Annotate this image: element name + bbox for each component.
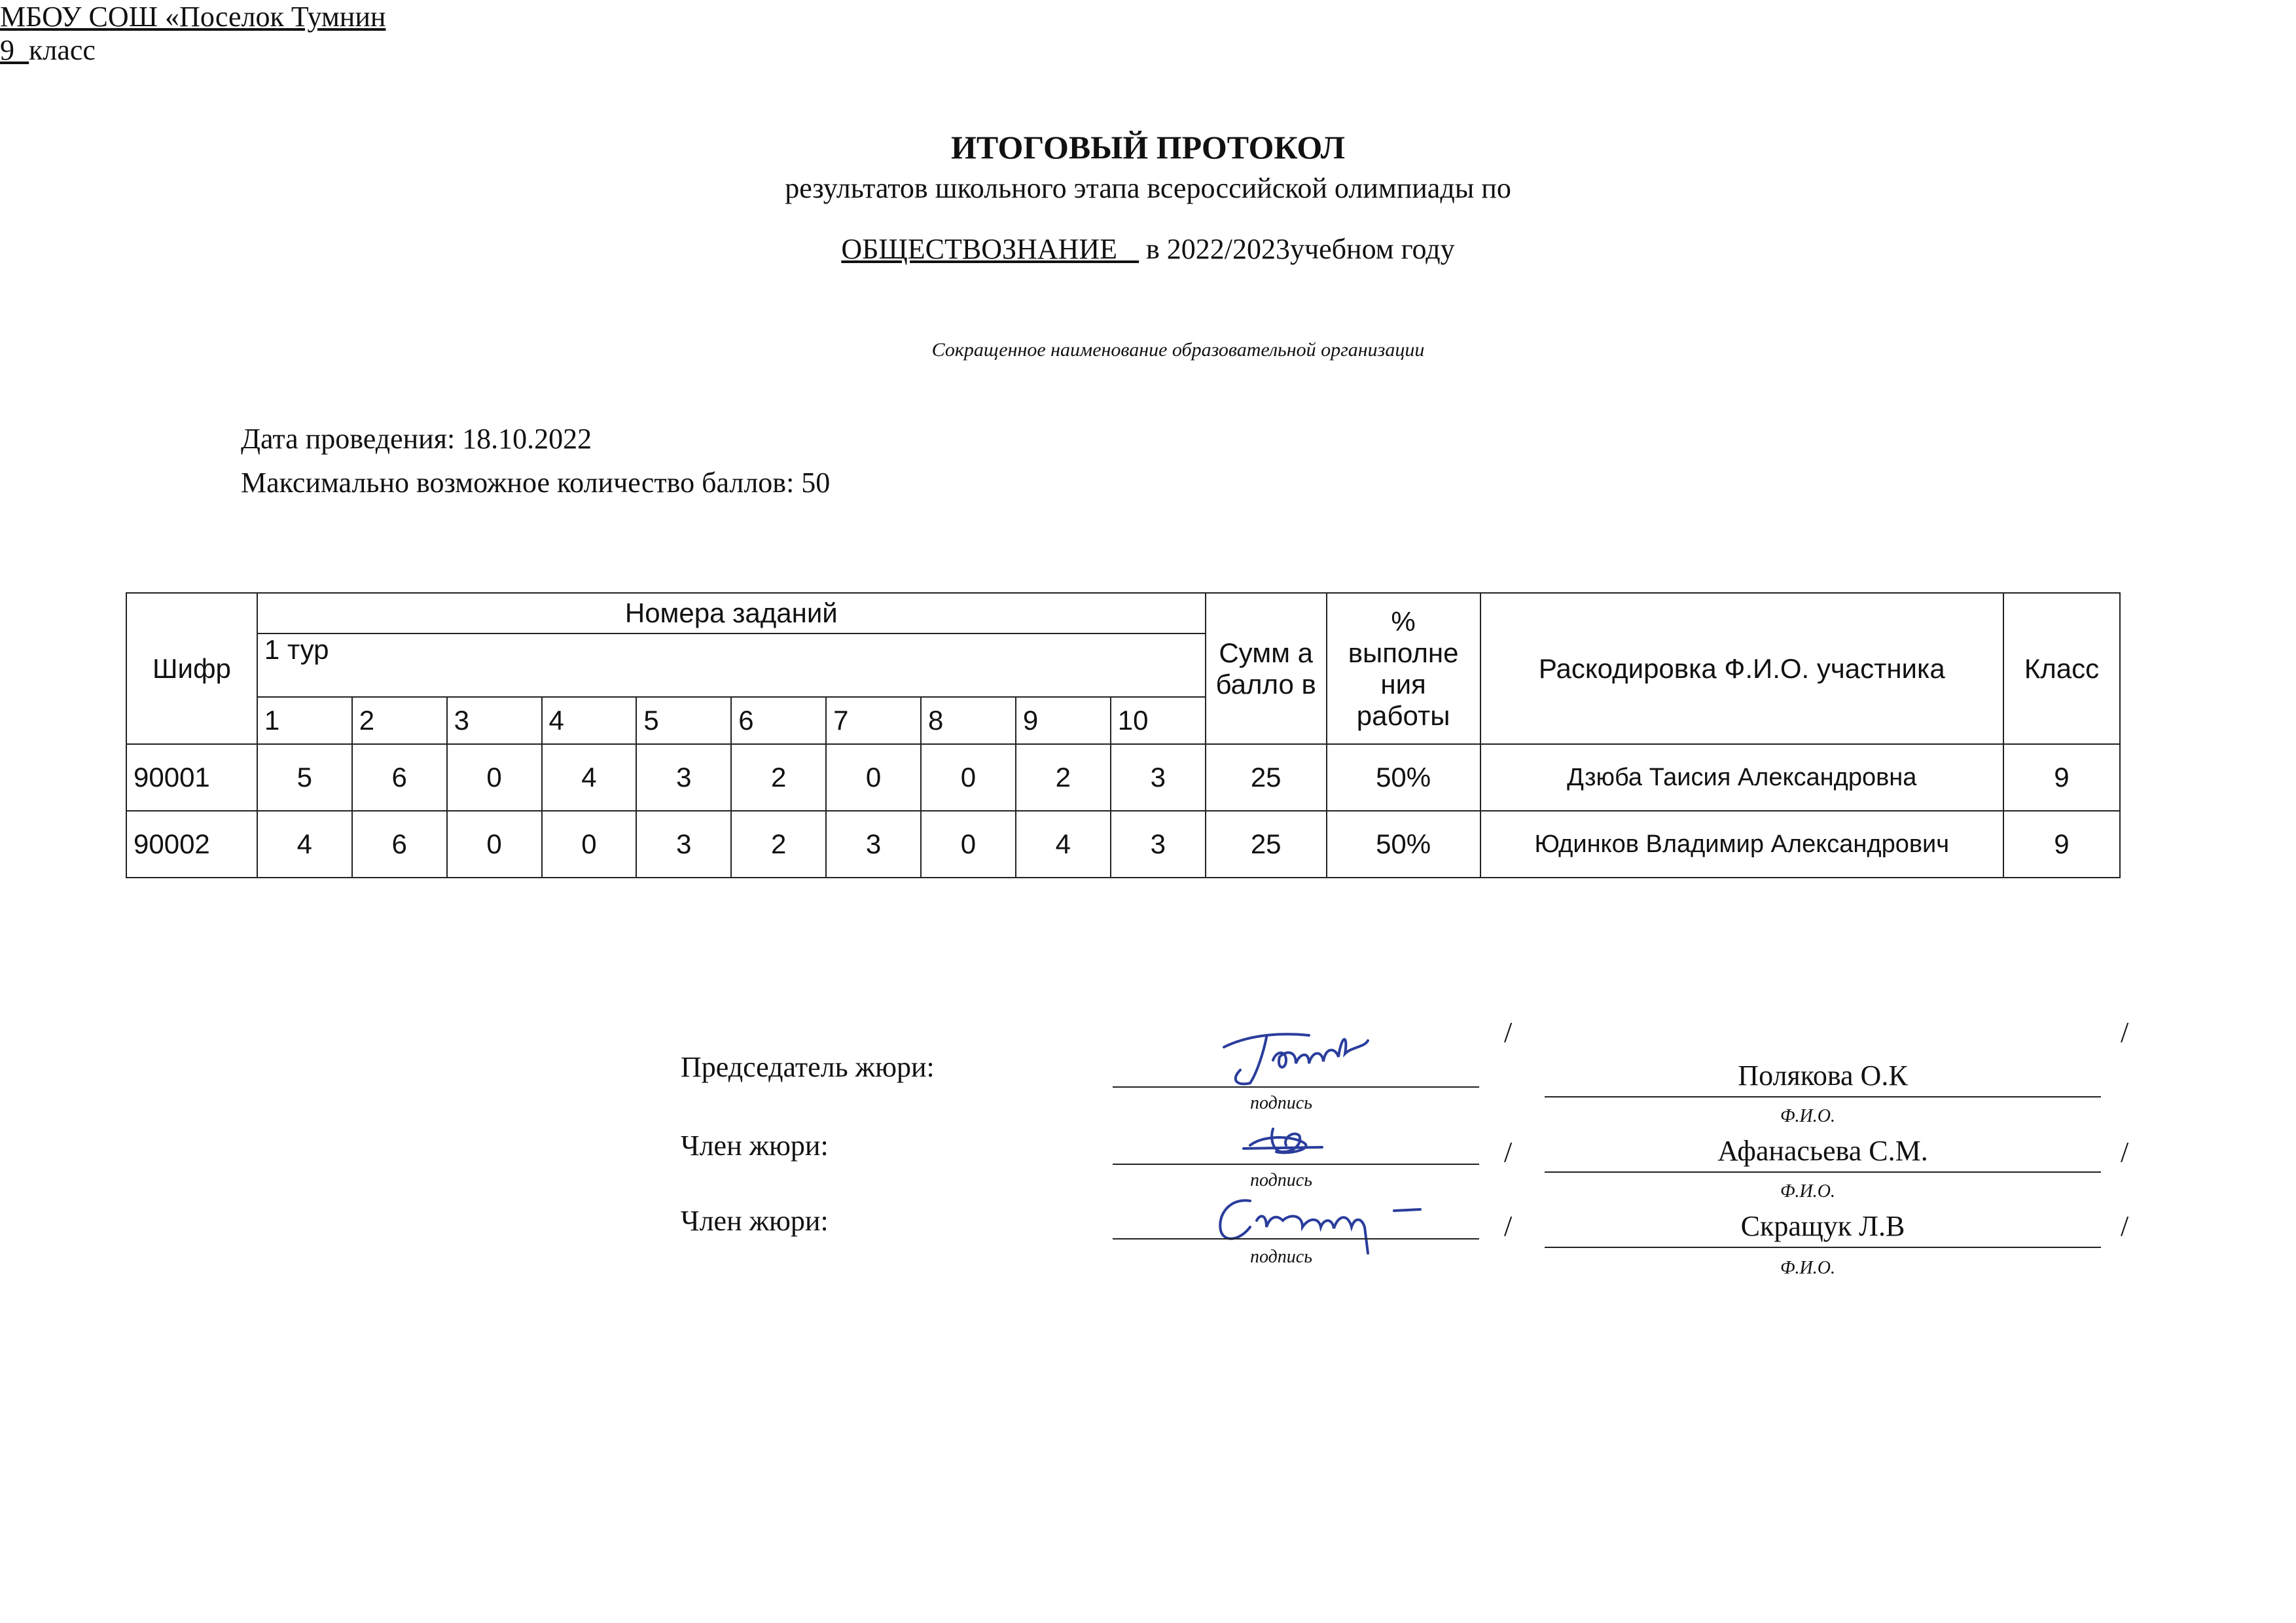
document-title: ИТОГОВЫЙ ПРОТОКОЛ bbox=[950, 129, 1346, 166]
table-row bbox=[126, 811, 2120, 878]
total-score: 25 bbox=[1206, 744, 1327, 811]
chairman-fio-line bbox=[1545, 1096, 2101, 1097]
header-code: Шифр bbox=[126, 593, 257, 744]
task-score: 5 bbox=[257, 744, 352, 811]
member-signature-line bbox=[1113, 1238, 1479, 1240]
document-subtitle: результатов школьного этапа всероссийской олимпиады по bbox=[785, 172, 1511, 204]
task-number: 10 bbox=[1111, 697, 1206, 744]
participant-name: Дзюба Таисия Александровна bbox=[1480, 744, 2003, 811]
member-signature-line bbox=[1113, 1164, 1479, 1165]
grade-number: 9_ bbox=[0, 34, 29, 66]
separator-slash: / bbox=[1504, 1210, 1513, 1242]
jury-role-member: Член жюри: bbox=[681, 1205, 829, 1237]
participant-name: Юдинков Владимир Александрович bbox=[1480, 811, 2003, 878]
separator-slash: / bbox=[2121, 1210, 2129, 1242]
event-date: Дата проведения: 18.10.2022 bbox=[241, 423, 592, 455]
jury-role-member: Член жюри: bbox=[681, 1130, 829, 1162]
task-score: 6 bbox=[352, 744, 447, 811]
chairman-name: Полякова О.К bbox=[1738, 1060, 1908, 1092]
task-number: 1 bbox=[257, 697, 352, 744]
task-score: 3 bbox=[826, 811, 921, 878]
task-number: 6 bbox=[731, 697, 826, 744]
max-score: Максимально возможное количество баллов: 50 bbox=[241, 467, 831, 499]
header-sum: Сумм а балло в bbox=[1206, 593, 1327, 744]
member-signature bbox=[1204, 1188, 1440, 1260]
subject-name: ОБЩЕСТВОЗНАНИЕ _ bbox=[841, 233, 1139, 265]
task-number: 7 bbox=[826, 697, 921, 744]
results-table bbox=[126, 592, 2121, 878]
task-score: 3 bbox=[636, 744, 731, 811]
table-row bbox=[126, 744, 2120, 811]
member-name: Скращук Л.В bbox=[1740, 1210, 1905, 1242]
member-name: Афанасьева С.М. bbox=[1717, 1135, 1928, 1167]
subject-line bbox=[0, 232, 2296, 266]
organization-name: МБОУ СОШ «Поселок Тумнин bbox=[0, 1, 386, 33]
participant-class: 9 bbox=[2003, 744, 2120, 811]
separator-slash: / bbox=[2121, 1016, 2129, 1048]
task-number: 9 bbox=[1016, 697, 1111, 744]
task-score: 0 bbox=[447, 811, 542, 878]
task-score: 0 bbox=[921, 744, 1016, 811]
task-score: 0 bbox=[447, 744, 542, 811]
grade-line bbox=[0, 33, 196, 67]
member-fio-line bbox=[1545, 1247, 2101, 1248]
task-score: 0 bbox=[826, 744, 921, 811]
task-score: 3 bbox=[1111, 744, 1206, 811]
header-row-tasks bbox=[126, 593, 2120, 633]
signature-caption: подпись bbox=[1250, 1093, 1312, 1113]
header-round: 1 тур bbox=[257, 633, 1206, 697]
task-number: 8 bbox=[921, 697, 1016, 744]
task-score: 4 bbox=[257, 811, 352, 878]
task-score: 4 bbox=[1016, 811, 1111, 878]
separator-slash: / bbox=[2121, 1136, 2129, 1168]
task-score: 0 bbox=[921, 811, 1016, 878]
task-number: 2 bbox=[352, 697, 447, 744]
task-number: 4 bbox=[542, 697, 637, 744]
header-percent: % выполне ния работы bbox=[1327, 593, 1480, 744]
task-score: 3 bbox=[1111, 811, 1206, 878]
task-score: 2 bbox=[731, 811, 826, 878]
task-score: 4 bbox=[542, 744, 637, 811]
task-score: 2 bbox=[731, 744, 826, 811]
header-task-numbers: Номера заданий bbox=[257, 593, 1206, 633]
participant-code: 90002 bbox=[126, 811, 257, 878]
completion-percent: 50% bbox=[1327, 744, 1480, 811]
signature-caption: подпись bbox=[1250, 1170, 1312, 1190]
task-score: 3 bbox=[636, 811, 731, 878]
header-name: Раскодировка Ф.И.О. участника bbox=[1480, 593, 2003, 744]
chairman-signature-line bbox=[1113, 1086, 1479, 1088]
participant-class: 9 bbox=[2003, 811, 2120, 878]
member-fio-line bbox=[1545, 1171, 2101, 1173]
organization-caption: Сокращенное наименование образовательной организации bbox=[931, 339, 1425, 361]
fio-caption: Ф.И.О. bbox=[1780, 1258, 1835, 1278]
fio-caption: Ф.И.О. bbox=[1780, 1106, 1835, 1126]
task-score: 6 bbox=[352, 811, 447, 878]
chairman-signature bbox=[1211, 1021, 1381, 1093]
separator-slash: / bbox=[1504, 1136, 1513, 1168]
completion-percent: 50% bbox=[1327, 811, 1480, 878]
task-number: 3 bbox=[447, 697, 542, 744]
task-number: 5 bbox=[636, 697, 731, 744]
header-class: Класс bbox=[2003, 593, 2120, 744]
signature-caption: подпись bbox=[1250, 1247, 1312, 1267]
separator-slash: / bbox=[1504, 1016, 1513, 1048]
grade-word: класс bbox=[29, 34, 96, 66]
participant-code: 90001 bbox=[126, 744, 257, 811]
member-signature bbox=[1237, 1116, 1342, 1168]
jury-role-chairman: Председатель жюри: bbox=[681, 1051, 935, 1083]
total-score: 25 bbox=[1206, 811, 1327, 878]
fio-caption: Ф.И.О. bbox=[1780, 1181, 1835, 1202]
task-score: 0 bbox=[542, 811, 637, 878]
academic-year: в 2022/2023учебном году bbox=[1139, 233, 1455, 265]
task-score: 2 bbox=[1016, 744, 1111, 811]
